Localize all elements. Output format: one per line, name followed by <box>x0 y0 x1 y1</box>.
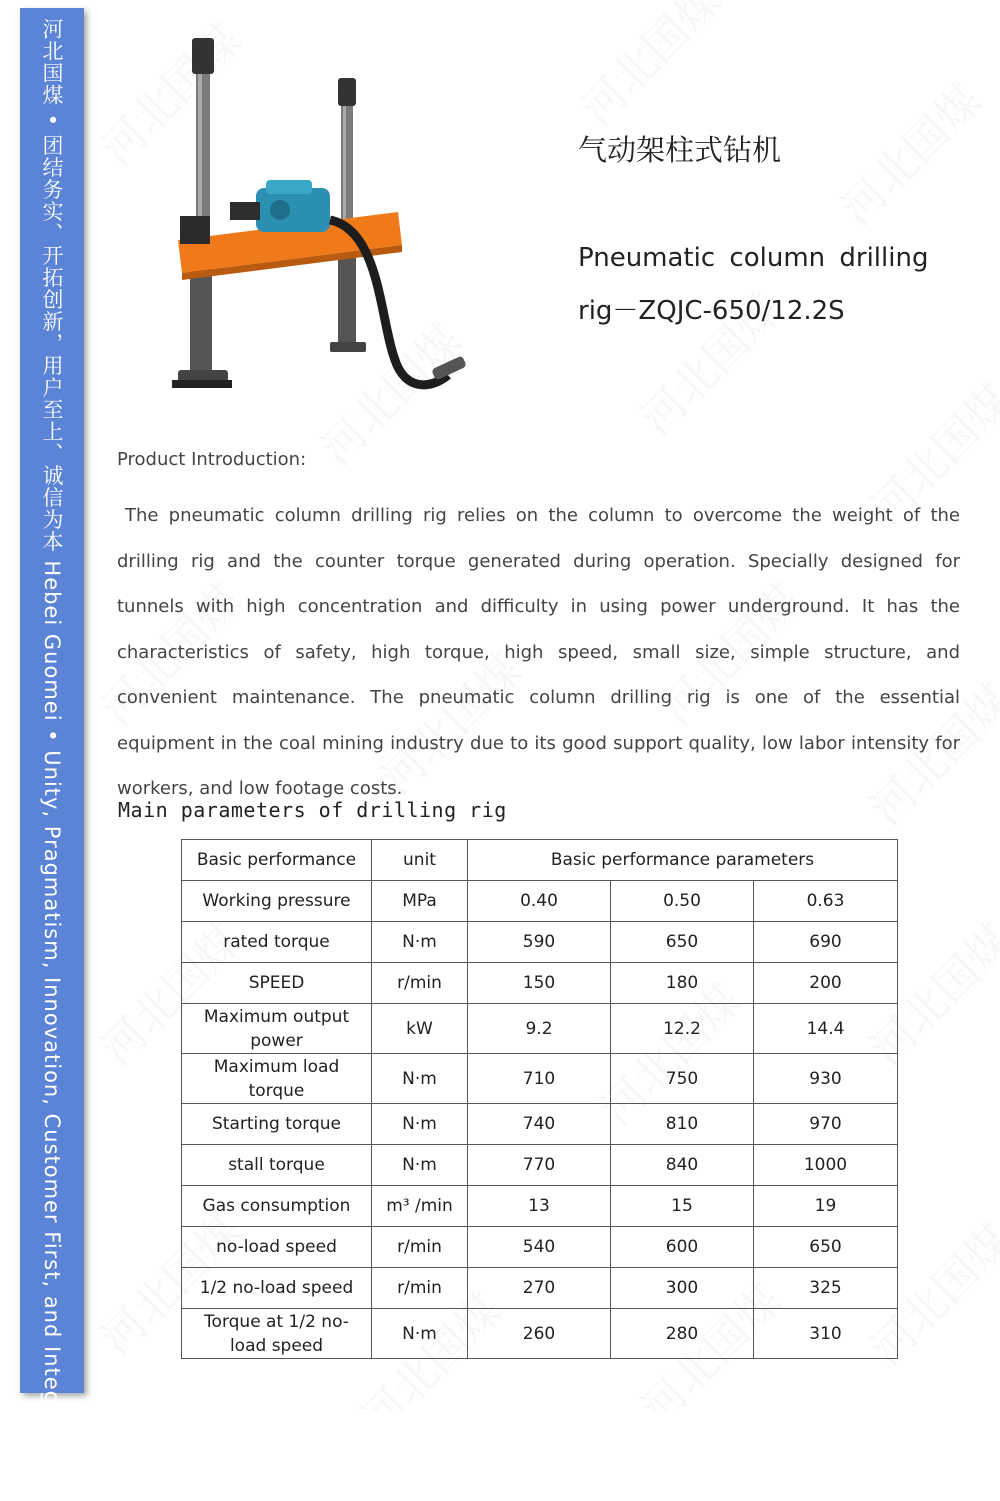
param-name: stall torque <box>182 1145 372 1186</box>
param-name: Maximum load torque <box>182 1054 372 1104</box>
drill-chuck <box>230 202 260 220</box>
table-header-row <box>182 840 898 881</box>
param-value: 750 <box>611 1054 754 1104</box>
header-cell: unit <box>372 840 468 881</box>
param-name: SPEED <box>182 963 372 1004</box>
drilling-rig-product-image <box>170 30 480 405</box>
motor-housing <box>256 188 330 232</box>
table-row <box>182 1054 898 1104</box>
product-title-chinese: 气动架柱式钻机 <box>578 133 782 167</box>
param-value: 180 <box>611 963 754 1004</box>
table-row <box>182 1309 898 1359</box>
right-column-leg <box>338 258 356 343</box>
param-value: 840 <box>611 1145 754 1186</box>
param-unit: r/min <box>372 1227 468 1268</box>
header-cell: Basic performance parameters <box>468 840 898 881</box>
param-name: no-load speed <box>182 1227 372 1268</box>
right-column-handle <box>338 78 356 106</box>
param-value: 9.2 <box>468 1004 611 1054</box>
param-value: 14.4 <box>754 1004 898 1054</box>
param-unit: kW <box>372 1004 468 1054</box>
watermark-text <box>823 67 993 237</box>
param-value: 19 <box>754 1186 898 1227</box>
param-value: 13 <box>468 1186 611 1227</box>
param-value: 590 <box>468 922 611 963</box>
param-unit: MPa <box>372 881 468 922</box>
param-value: 710 <box>468 1054 611 1104</box>
left-column-handle <box>192 38 214 74</box>
param-unit: N·m <box>372 1309 468 1359</box>
param-value: 770 <box>468 1145 611 1186</box>
intro-heading: Product Introduction: <box>117 449 307 470</box>
param-name: rated torque <box>182 922 372 963</box>
table-row <box>182 922 898 963</box>
param-unit: m³ /min <box>372 1186 468 1227</box>
table-row <box>182 881 898 922</box>
param-name: Working pressure <box>182 881 372 922</box>
param-name: Torque at 1/2 no-load speed <box>182 1309 372 1359</box>
param-unit: N·m <box>372 922 468 963</box>
product-title-english: Pneumatic column drilling rig－ZQJC-650/12.2S <box>578 243 929 326</box>
param-value: 690 <box>754 922 898 963</box>
param-value: 270 <box>468 1268 611 1309</box>
param-unit: r/min <box>372 1268 468 1309</box>
param-value: 810 <box>611 1104 754 1145</box>
param-unit: N·m <box>372 1145 468 1186</box>
company-slogan-text: 河北国煤 • 团结务实、开拓创新，用户至上、诚信为本 Hebei Guomei • Unity, Pragmatism, Innovation, Customer First, and Integrity First <box>40 18 64 1501</box>
param-value: 0.40 <box>468 881 611 922</box>
param-value: 540 <box>468 1227 611 1268</box>
table-row <box>182 1104 898 1145</box>
company-slogan-sidebar <box>20 8 84 1501</box>
frame-end-block <box>180 216 210 244</box>
table-row <box>182 1227 898 1268</box>
param-value: 740 <box>468 1104 611 1145</box>
param-value: 0.50 <box>611 881 754 922</box>
param-value: 0.63 <box>754 881 898 922</box>
param-unit: r/min <box>372 963 468 1004</box>
param-value: 650 <box>611 922 754 963</box>
parameters-table <box>181 839 898 1359</box>
param-value: 260 <box>468 1309 611 1359</box>
param-value: 280 <box>611 1309 754 1359</box>
param-value: 600 <box>611 1227 754 1268</box>
table-row <box>182 963 898 1004</box>
param-value: 970 <box>754 1104 898 1145</box>
param-value: 200 <box>754 963 898 1004</box>
param-value: 310 <box>754 1309 898 1359</box>
param-name: 1/2 no-load speed <box>182 1268 372 1309</box>
param-name: Gas consumption <box>182 1186 372 1227</box>
table-row <box>182 1145 898 1186</box>
param-unit: N·m <box>372 1104 468 1145</box>
param-value: 300 <box>611 1268 754 1309</box>
param-value: 150 <box>468 963 611 1004</box>
param-name: Maximum output power <box>182 1004 372 1054</box>
param-value: 15 <box>611 1186 754 1227</box>
param-name: Starting torque <box>182 1104 372 1145</box>
param-value: 325 <box>754 1268 898 1309</box>
parameters-heading: Main parameters of drilling rig <box>118 798 507 822</box>
param-value: 650 <box>754 1227 898 1268</box>
table-row <box>182 1186 898 1227</box>
header-cell: Basic performance <box>182 840 372 881</box>
param-value: 1000 <box>754 1145 898 1186</box>
table-row <box>182 1004 898 1054</box>
watermark-text <box>563 0 733 137</box>
param-value: 12.2 <box>611 1004 754 1054</box>
intro-paragraph: The pneumatic column drilling rig relies on the column to overcome the weight of the drilling rig and the counter torque generated during operation. Specially designed for tunnels with high concentration and difficulty in using power underground. It has the characteristics of safety, high torque, high speed, small size, simple structure, and convenient maintenance. The pneumatic column drilling rig is one of the essential equipment in the coal mining industry due to its good support quality, low labor intensity for workers, and low footage costs. <box>117 505 960 799</box>
param-value: 930 <box>754 1054 898 1104</box>
param-unit: N·m <box>372 1054 468 1104</box>
table-row <box>182 1268 898 1309</box>
